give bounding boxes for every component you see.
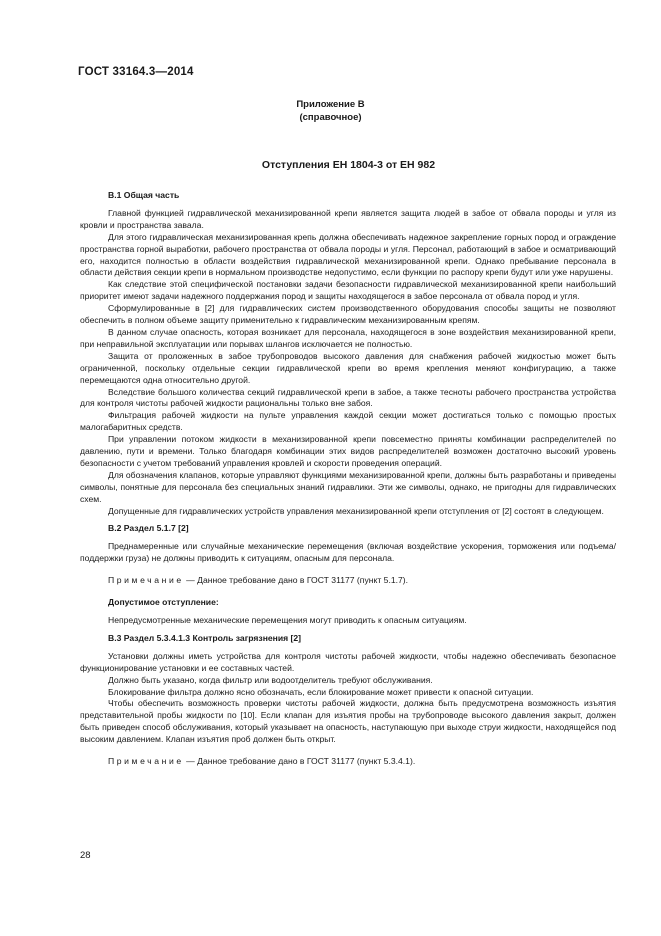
- note-lead: Примечание: [108, 756, 184, 767]
- deviation-text: Непредусмотренные механические перемещения могут приводить к опасным ситуациям.: [108, 615, 467, 625]
- paragraph: Должно быть указано, когда фильтр или водоотделитель требуют обслуживания.: [108, 674, 433, 685]
- section-heading-b2: В.2 Раздел 5.1.7 [2]: [108, 523, 189, 534]
- note-text: — Данное требование дано в ГОСТ 31177 (пункт 5.3.4.1).: [183, 756, 416, 767]
- note-b3: [80, 756, 616, 768]
- note-lead: Примечание: [108, 575, 184, 586]
- note-text: — Данное требование дано в ГОСТ 31177 (пункт 5.1.7).: [183, 575, 409, 586]
- paragraph: Для этого гидравлическая механизированная крепь должна обеспечивать надежное закрепление горных пород и ограждение пространства горной выработки, рабочего пространства от обвала породы и угля. Персонал, работающий в забое и осматривающий его, находится полностью в области воздействия гидравлической механизированной крепи. Однако пребывание персонала в области действия секции крепи в нормальном производстве недопустимо, если функции по распору крепи будут или уже нарушены.: [80, 231, 616, 278]
- paragraph: Как следствие этой специфической постановки задачи безопасности гидравлической механизированной крепи наибольший приоритет имеют задачи надежного поддержания пород и защиты находящегося в забое персонала от обвала пород и угля.: [80, 279, 616, 302]
- paragraph: Чтобы обеспечить возможность проверки чистоты рабочей жидкости, должна быть предусмотрена возможность изъятия представительной пробы жидкости по [10]. Если клапан для изъятия пробы на трубопроводе высокого давления закрыт, должен быть приведен способ обслуживания, который указывает на опасность, наступающую при выходе струи жидкости, находящейся под высоким давлением. Клапан изъятия проб должен быть открыт.: [80, 698, 616, 745]
- page-number: 28: [80, 850, 91, 861]
- paragraph: Вследствие большого количества секций гидравлической крепи в забое, а также тесноты рабочего пространства устройства для контроля чистоты рабочей жидкости рациональны только вне забоя.: [80, 386, 616, 409]
- standard-header: ГОСТ 33164.3—2014: [78, 66, 194, 78]
- paragraph: Главной функцией гидравлической механизированной крепи является защита людей в забое от обвала породы и угля из кровли и пространства завала.: [80, 207, 616, 230]
- paragraph: При управлении потоком жидкости в механизированной крепи повсеместно приняты комбинации распределителей по давлению, пути и времени. Только благодаря комбинации этих видов распределителей возможен достаточно высокий уровень безопасности с учетом требований управления кровлей и скорости проведения операций.: [80, 434, 616, 468]
- paragraph: Допущенные для гидравлических устройств управления механизированной крепи отступления от [2] состоят в следующем.: [108, 505, 604, 516]
- paragraph: Преднамеренные или случайные механические перемещения (включая воздействие ускорения, торможения или подъема/поддержки груза) не должны приводить к ситуациям, опасным для персонала.: [80, 541, 616, 564]
- paragraph: В данном случае опасность, которая возникает для персонала, находящегося в зоне воздействия механизированной крепи, при неправильной эксплуатации или порывах шлангов исключается не полностью.: [80, 326, 616, 349]
- paragraph: Блокирование фильтра должно ясно обозначать, если блокирование может привести к опасной ситуации.: [108, 686, 534, 697]
- note-b2: [80, 575, 616, 587]
- section-heading-b3: В.3 Раздел 5.3.4.1.3 Контроль загрязнения [2]: [108, 632, 302, 643]
- paragraph: Фильтрация рабочей жидкости на пульте управления каждой секции может достигаться только с помощью простых малогабаритных средств.: [80, 410, 616, 433]
- appendix-label: [0, 98, 661, 124]
- paragraph: Защита от проложенных в забое трубопроводов высокого давления для снабжения рабочей жидкостью может быть ограниченной, поскольку отдельные секции гидравлической крепи во время крепления меняют конфигурацию, а также перемещаются одна относительно другой.: [80, 350, 616, 385]
- paragraph: Сформулированные в [2] для гидравлических систем производственного оборудования способы защиты не позволяют обеспечить в полном объеме защиту применительно к гидравлическим механизированным крепям.: [80, 303, 616, 326]
- page-title: Отступления ЕН 1804-3 от ЕН 982: [261, 159, 436, 171]
- appendix-subtitle: (справочное): [299, 112, 362, 123]
- document-body: [80, 190, 616, 768]
- paragraph: Для обозначения клапанов, которые управляют функциями механизированной крепи, должны быть разработаны и приведены символы, понятные для персонала без специальных знаний гидравлики. Эти же символы, однако, не пригодны для гидравлических схем.: [80, 469, 616, 504]
- paragraph: Установки должны иметь устройства для контроля чистоты рабочей жидкости, чтобы надежно обеспечивать безопасное функционирование установки и ее составных частей.: [80, 650, 616, 673]
- deviation-heading: Допустимое отступление:: [108, 597, 219, 608]
- appendix-title: Приложение В: [296, 99, 365, 110]
- section-heading-b1: В.1 Общая часть: [108, 190, 180, 200]
